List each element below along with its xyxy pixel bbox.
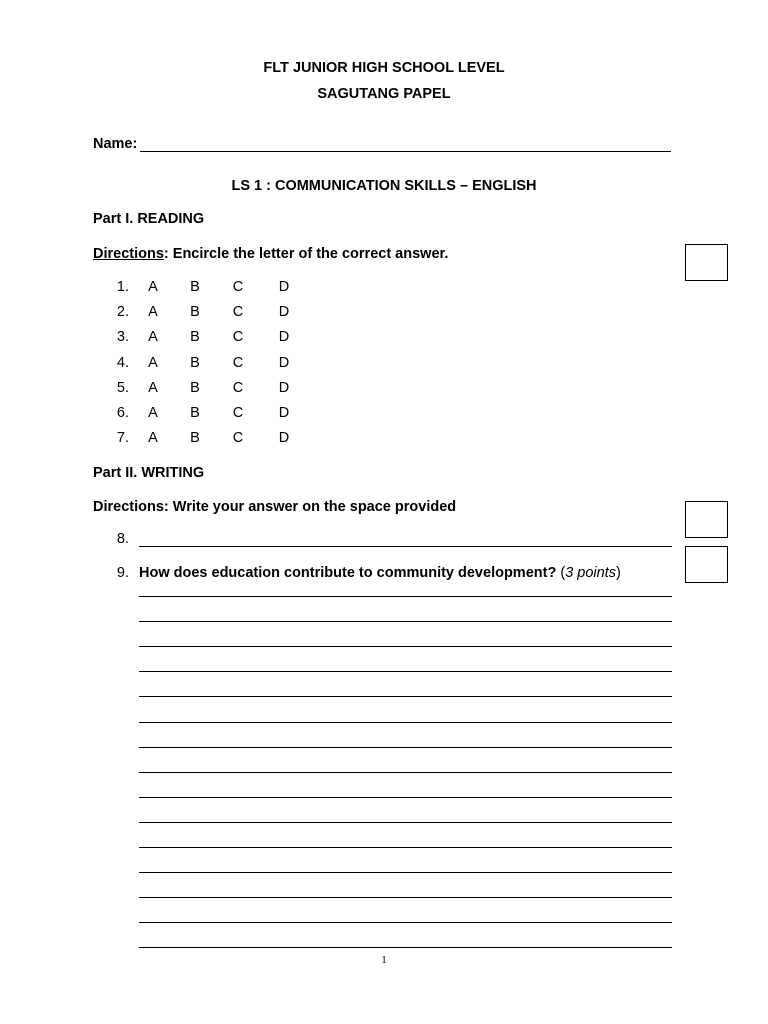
item9-points-close: ) <box>615 565 621 581</box>
subject-heading: LS 1 : COMMUNICATION SKILLS – ENGLISH <box>231 178 537 194</box>
mc-option[interactable]: B <box>190 279 200 295</box>
mc-item-number: 4. <box>116 355 129 371</box>
mc-option[interactable]: C <box>232 355 244 371</box>
mc-item-number: 2. <box>116 304 129 320</box>
mc-option[interactable]: D <box>278 355 290 371</box>
mc-option[interactable]: A <box>148 405 158 421</box>
mc-item-number: 6. <box>116 405 129 421</box>
item9-points: 3 points <box>565 565 616 581</box>
mc-option[interactable]: A <box>148 329 158 345</box>
answer-line[interactable] <box>139 696 672 697</box>
mc-option[interactable]: A <box>148 380 158 396</box>
mc-option[interactable]: D <box>278 279 290 295</box>
part1-directions <box>93 246 448 262</box>
answer-line[interactable] <box>139 772 672 773</box>
name-field-line[interactable] <box>140 151 671 152</box>
answer-line[interactable] <box>139 822 672 823</box>
answer-line[interactable] <box>139 872 672 873</box>
mc-option[interactable]: D <box>278 304 290 320</box>
answer-line[interactable] <box>139 847 672 848</box>
answer-line[interactable] <box>139 922 672 923</box>
mc-option[interactable]: D <box>278 405 290 421</box>
mc-option[interactable]: C <box>232 304 244 320</box>
item9-number: 9. <box>116 565 129 581</box>
mc-option[interactable]: D <box>278 329 290 345</box>
name-label: Name: <box>93 136 138 152</box>
mc-option[interactable]: B <box>190 355 200 371</box>
mc-option[interactable]: C <box>232 279 244 295</box>
document-title: FLT JUNIOR HIGH SCHOOL LEVEL <box>263 60 505 76</box>
mc-item-number: 7. <box>116 430 129 446</box>
answer-line[interactable] <box>139 621 672 622</box>
mc-option[interactable]: C <box>232 430 244 446</box>
mc-option[interactable]: D <box>278 430 290 446</box>
mc-option[interactable]: B <box>190 329 200 345</box>
answer-line[interactable] <box>139 596 672 597</box>
document-subtitle: SAGUTANG PAPEL <box>317 86 451 102</box>
mc-item-number: 3. <box>116 329 129 345</box>
score-box-part1[interactable] <box>685 244 728 281</box>
answer-line[interactable] <box>139 897 672 898</box>
mc-option[interactable]: C <box>232 329 244 345</box>
page-number: 1 <box>381 954 387 966</box>
score-box-item8[interactable] <box>685 501 728 538</box>
mc-option[interactable]: A <box>148 279 158 295</box>
answer-line[interactable] <box>139 671 672 672</box>
mc-item-number: 5. <box>116 380 129 396</box>
item9-question-text: How does education contribute to community development? <box>139 565 557 581</box>
mc-option[interactable]: B <box>190 380 200 396</box>
answer-line[interactable] <box>139 646 672 647</box>
part2-directions: Directions: Write your answer on the space provided <box>93 499 457 515</box>
answer-line[interactable] <box>139 722 672 723</box>
mc-item-number: 1. <box>116 279 129 295</box>
mc-option[interactable]: A <box>148 304 158 320</box>
answer-line[interactable] <box>139 797 672 798</box>
answer-line[interactable] <box>139 747 672 748</box>
item8-answer-line[interactable] <box>139 546 672 547</box>
item8-number: 8. <box>116 531 129 547</box>
answer-line[interactable] <box>139 947 672 948</box>
mc-option[interactable]: D <box>278 380 290 396</box>
part1-heading: Part I. READING <box>93 211 205 227</box>
mc-option[interactable]: A <box>148 355 158 371</box>
score-box-item9[interactable] <box>685 546 728 583</box>
item9-points-open: ( <box>560 565 566 581</box>
mc-option[interactable]: C <box>232 405 244 421</box>
mc-option[interactable]: B <box>190 304 200 320</box>
mc-option[interactable]: B <box>190 430 200 446</box>
directions-label: Directions <box>93 246 164 262</box>
directions-text: : Encircle the letter of the correct answer. <box>163 246 449 262</box>
mc-option[interactable]: C <box>232 380 244 396</box>
mc-option[interactable]: B <box>190 405 200 421</box>
item9-question <box>139 565 621 581</box>
mc-option[interactable]: A <box>148 430 158 446</box>
part2-heading: Part II. WRITING <box>93 465 205 481</box>
